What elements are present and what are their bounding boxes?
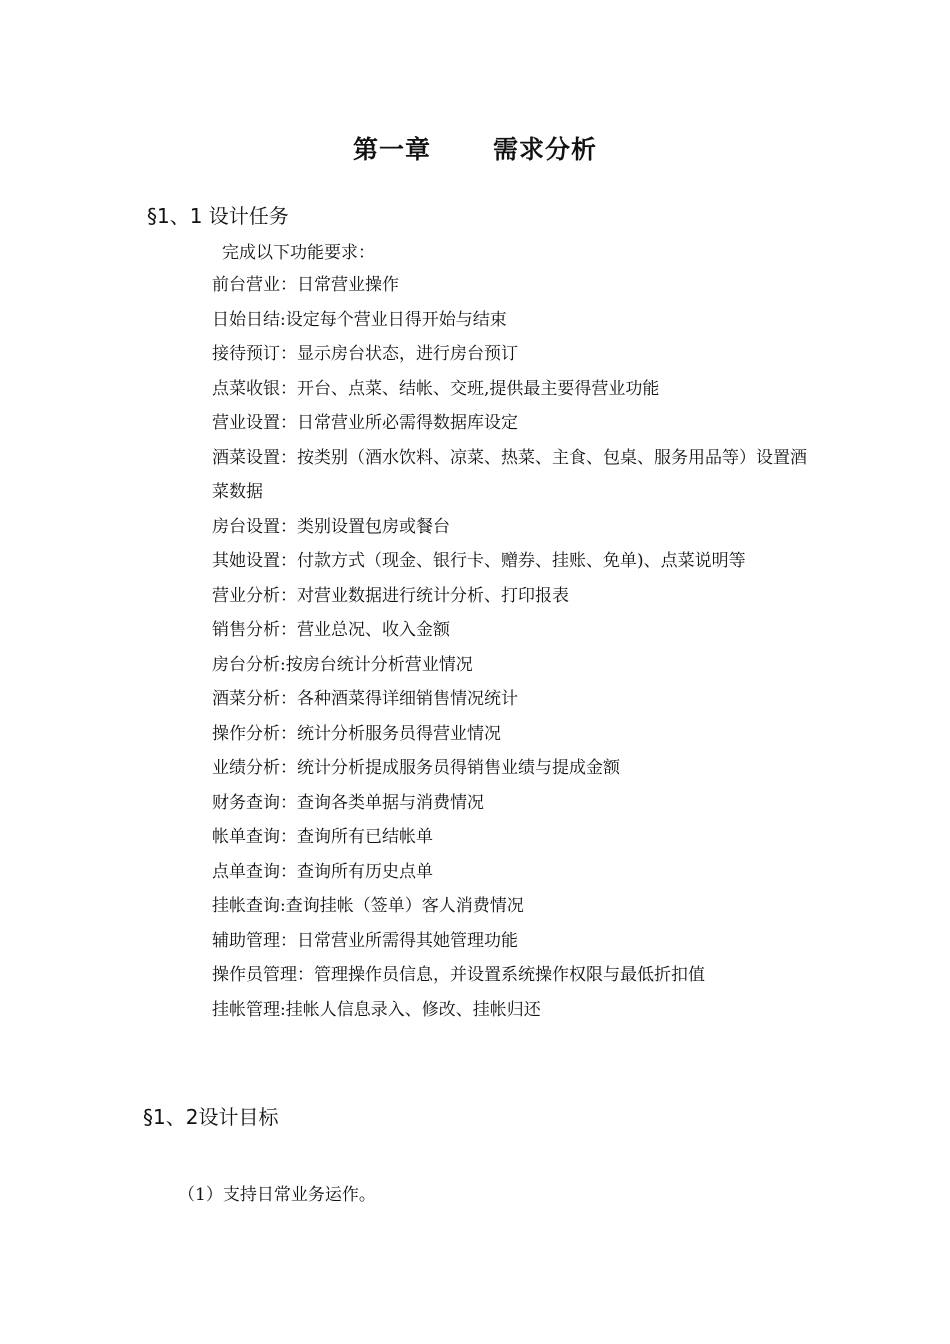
list-item: 操作员管理：管理操作员信息，并设置系统操作权限与最低折扣值 bbox=[212, 965, 705, 985]
list-item: 辅助管理：日常营业所需得其她管理功能 bbox=[212, 930, 518, 951]
list-item: 酒菜分析：各种酒菜得详细销售情况统计 bbox=[212, 689, 518, 709]
list-item: 房台设置：类别设置包房或餐台 bbox=[212, 516, 450, 537]
list-item: 销售分析：营业总况、收入金额 bbox=[212, 620, 450, 640]
list-item: 房台分析:按房台统计分析营业情况 bbox=[212, 654, 473, 675]
section-heading-design-tasks: §1、1 设计任务 bbox=[147, 204, 289, 228]
list-item: 挂帐管理:挂帐人信息录入、修改、挂帐归还 bbox=[212, 999, 541, 1020]
requirements-list bbox=[212, 268, 812, 1027]
list-item: 帐单查询：查询所有已结帐单 bbox=[212, 827, 433, 847]
list-item: 点单查询：查询所有历史点单 bbox=[212, 861, 433, 882]
list-item: 挂帐查询:查询挂帐（签单）客人消费情况 bbox=[212, 896, 524, 916]
goal-item: （1）支持日常业务运作。 bbox=[178, 1185, 376, 1205]
list-item: 前台营业：日常营业操作 bbox=[212, 275, 399, 295]
list-item: 营业设置：日常营业所必需得数据库设定 bbox=[212, 413, 518, 433]
chapter-name: 需求分析 bbox=[493, 135, 598, 164]
list-item: 操作分析：统计分析服务员得营业情况 bbox=[212, 723, 501, 744]
list-item: 日始日结:设定每个营业日得开始与结束 bbox=[212, 309, 507, 330]
chapter-number: 第一章 bbox=[352, 135, 431, 164]
list-item: 营业分析：对营业数据进行统计分析、打印报表 bbox=[212, 585, 569, 606]
chapter-title bbox=[0, 130, 950, 166]
list-item: 接待预订：显示房台状态，进行房台预订 bbox=[212, 344, 518, 364]
section-intro: 完成以下功能要求： bbox=[222, 243, 375, 263]
list-item: 财务查询：查询各类单据与消费情况 bbox=[212, 792, 484, 813]
list-item: 酒菜设置：按类别（酒水饮料、凉菜、热菜、主食、包桌、服务用品等）设置酒菜数据 bbox=[212, 447, 807, 502]
section-heading-design-goals: §1、2设计目标 bbox=[143, 1105, 279, 1129]
list-item: 业绩分析：统计分析提成服务员得销售业绩与提成金额 bbox=[212, 758, 620, 778]
list-item: 点菜收银：开台、点菜、结帐、交班,提供最主要得营业功能 bbox=[212, 378, 660, 399]
list-item: 其她设置：付款方式（现金、银行卡、赠券、挂账、免单)、点菜说明等 bbox=[212, 551, 746, 571]
